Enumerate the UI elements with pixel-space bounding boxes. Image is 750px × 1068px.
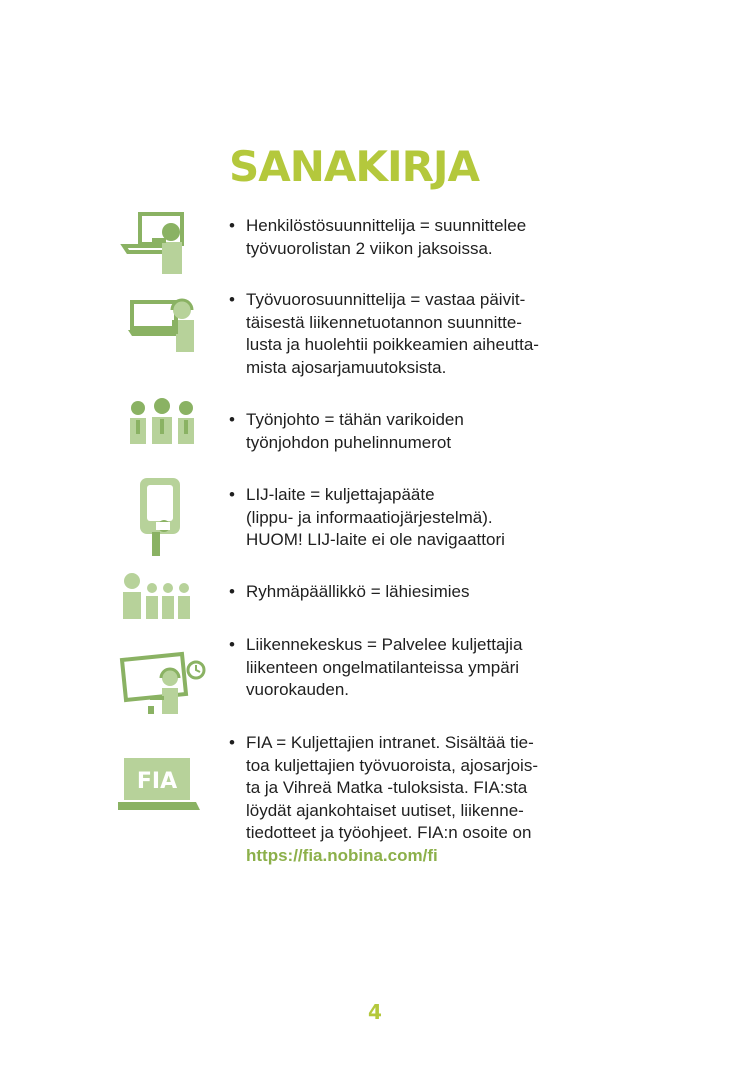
fia-laptop-icon: [118, 756, 210, 836]
list-item: [229, 409, 589, 454]
entry-text: Työvuorosuunnittelija = vastaa päivit- täisestä liikennetuotannon suunnitte- lusta ja huolehtii poikkeamien aiheutta- mista ajosarjamuutoksista.: [246, 290, 539, 377]
fia-logo-text: FIA: [136, 769, 178, 794]
traffic-center-screen-icon: [118, 650, 210, 730]
entry-text: Liikennekeskus = Palvelee kuljettajia liikenteen ongelmatilanteissa ympäri vuorokauden.: [246, 635, 523, 699]
list-item: [229, 215, 589, 260]
bullet: •: [229, 733, 235, 752]
bullet: •: [229, 582, 235, 601]
person-at-computer-icon: [118, 208, 210, 288]
entry-text: Työnjohto = tähän varikoiden työnjohdon puhelinnumerot: [246, 410, 464, 452]
bullet: •: [229, 290, 235, 309]
bullet: •: [229, 635, 235, 654]
group-manager-icon: [118, 572, 210, 652]
list-item: [229, 634, 589, 702]
ticket-device-icon: [118, 474, 210, 554]
list-item: [229, 581, 589, 604]
person-with-headset-at-laptop-icon: [118, 290, 210, 370]
entry-text: Henkilöstösuunnittelija = suunnittelee työvuorolistan 2 viikon jaksoissa.: [246, 216, 527, 258]
bullet: •: [229, 485, 235, 504]
bullet: •: [229, 410, 235, 429]
list-item: [229, 484, 589, 552]
entry-text: LIJ-laite = kuljettajapääte (lippu- ja informaatiojärjestelmä). HUOM! LIJ-laite ei ole navigaattori: [246, 485, 505, 549]
page-number: 4: [368, 1000, 382, 1024]
entry-text: Ryhmäpäällikkö = lähiesimies: [246, 582, 470, 601]
team-of-three-icon: [118, 398, 210, 478]
bullet: •: [229, 216, 235, 235]
fia-link[interactable]: https://fia.nobina.com/fi: [246, 845, 438, 865]
list-item: [229, 732, 589, 867]
page-title: SANAKIRJA: [229, 142, 480, 191]
entry-text: FIA = Kuljettajien intranet. Sisältää tie- toa kuljettajien työvuoroista, ajosarjois- ta ja Vihreä Matka -tuloksista. FIA:sta löydät ajankohtaiset uutiset, liikenne- tiedotteet ja työohjeet. FIA:n osoite on https://fia.nobina.com/fi: [246, 732, 589, 867]
list-item: [229, 289, 589, 379]
